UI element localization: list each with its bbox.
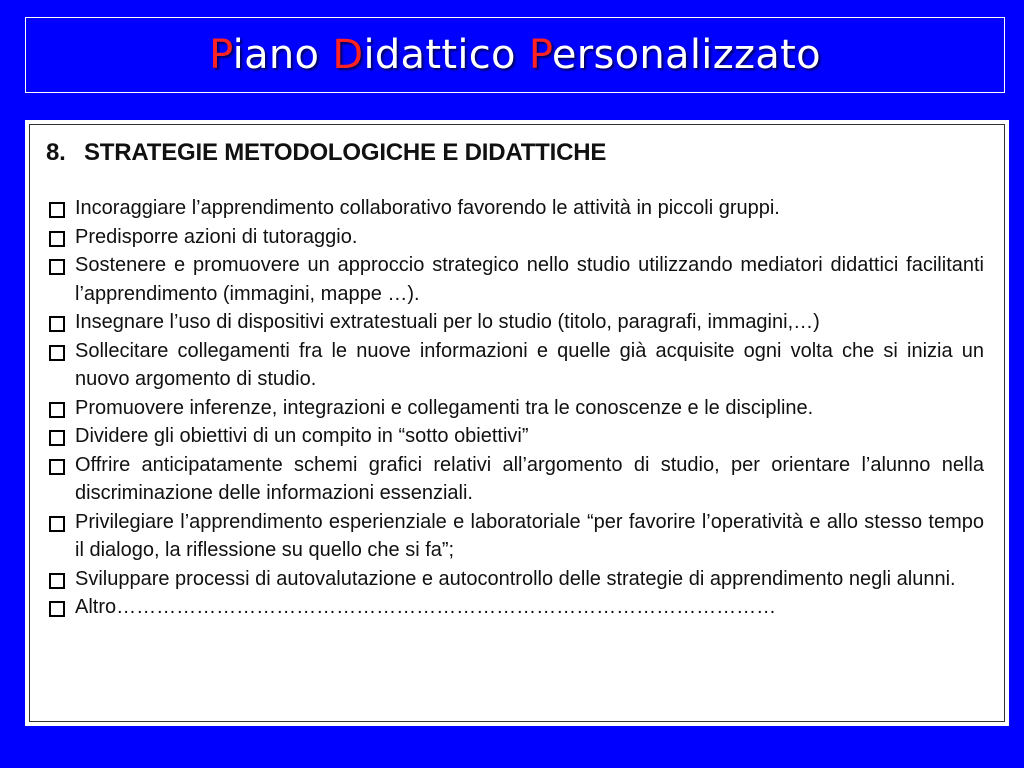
list-item [46,256,984,308]
list-item [46,225,984,252]
list-item [46,510,984,565]
checkbox[interactable] [49,259,65,275]
list-item-text: Sviluppare processi di autovalutazione e autocontrollo delle strategie di apprendimento negli alunni. [75,567,956,590]
checkbox[interactable] [49,316,65,332]
list-item-text: Altro……………………………………………………………………………………… [75,596,777,618]
title-initial-1: P [209,32,233,78]
list-item [46,567,984,594]
title-initial-3: P [528,32,552,78]
checkbox[interactable] [49,345,65,361]
checkbox[interactable] [49,430,65,446]
list-item-text: Sollecitare collegamenti fra le nuove informazioni e quelle già acquisite ogni volta che si inizia un nuovo argomento di studio. [75,339,984,390]
list-item-text: Predisporre azioni di tutoraggio. [75,225,358,248]
checkbox[interactable] [49,573,65,589]
checkbox[interactable] [49,231,65,247]
content-panel-inner [29,124,1005,722]
list-item [46,339,984,394]
list-item-text: Sostenere e promuovere un approccio strategico nello studio utilizzando mediatori didattici facilitanti l’apprendimento (immagini, mappe …). [75,254,984,305]
list-item-text: Privilegiare l’apprendimento esperienziale e laboratoriale “per favorire l’operatività e allo stesso tempo il dialogo, la riflessione su quello che si fa”; [75,510,984,561]
checkbox[interactable] [49,601,65,617]
checkbox[interactable] [49,459,65,475]
list-item [46,396,984,423]
section-title: STRATEGIE METODOLOGICHE E DIDATTICHE [84,139,607,166]
page-title [209,32,821,78]
list-item [46,313,984,337]
checkbox[interactable] [49,516,65,532]
list-item [46,427,984,451]
list-item-text: Offrire anticipatamente schemi grafici relativi all’argomento di studio, per orientare l’alunno nella discriminazione delle informazioni essenziali. [75,453,984,504]
list-item [46,453,984,508]
title-rest-3: ersonalizzato [551,32,821,78]
list-item-text: Promuovere inferenze, integrazioni e collegamenti tra le conoscenze e le discipline. [75,396,814,419]
title-banner [25,17,1005,93]
checkbox[interactable] [49,202,65,218]
checkbox[interactable] [49,402,65,418]
list-item [46,199,984,223]
list-item [46,598,984,622]
section-number: 8. [46,139,66,166]
title-rest-2: idattico [363,32,529,78]
strategy-list [46,199,984,622]
list-item-text: Incoraggiare l’apprendimento collaborativo favorendo le attività in piccoli gruppi. [75,197,780,219]
section-heading [46,139,984,167]
content-panel [25,120,1009,726]
list-item-text: Dividere gli obiettivi di un compito in “sotto obiettivi” [75,425,529,447]
title-initial-2: D [332,32,364,78]
list-item-text: Insegnare l’uso di dispositivi extratestuali per lo studio (titolo, paragrafi, immagini,…) [75,311,820,333]
title-rest-1: iano [232,32,333,78]
